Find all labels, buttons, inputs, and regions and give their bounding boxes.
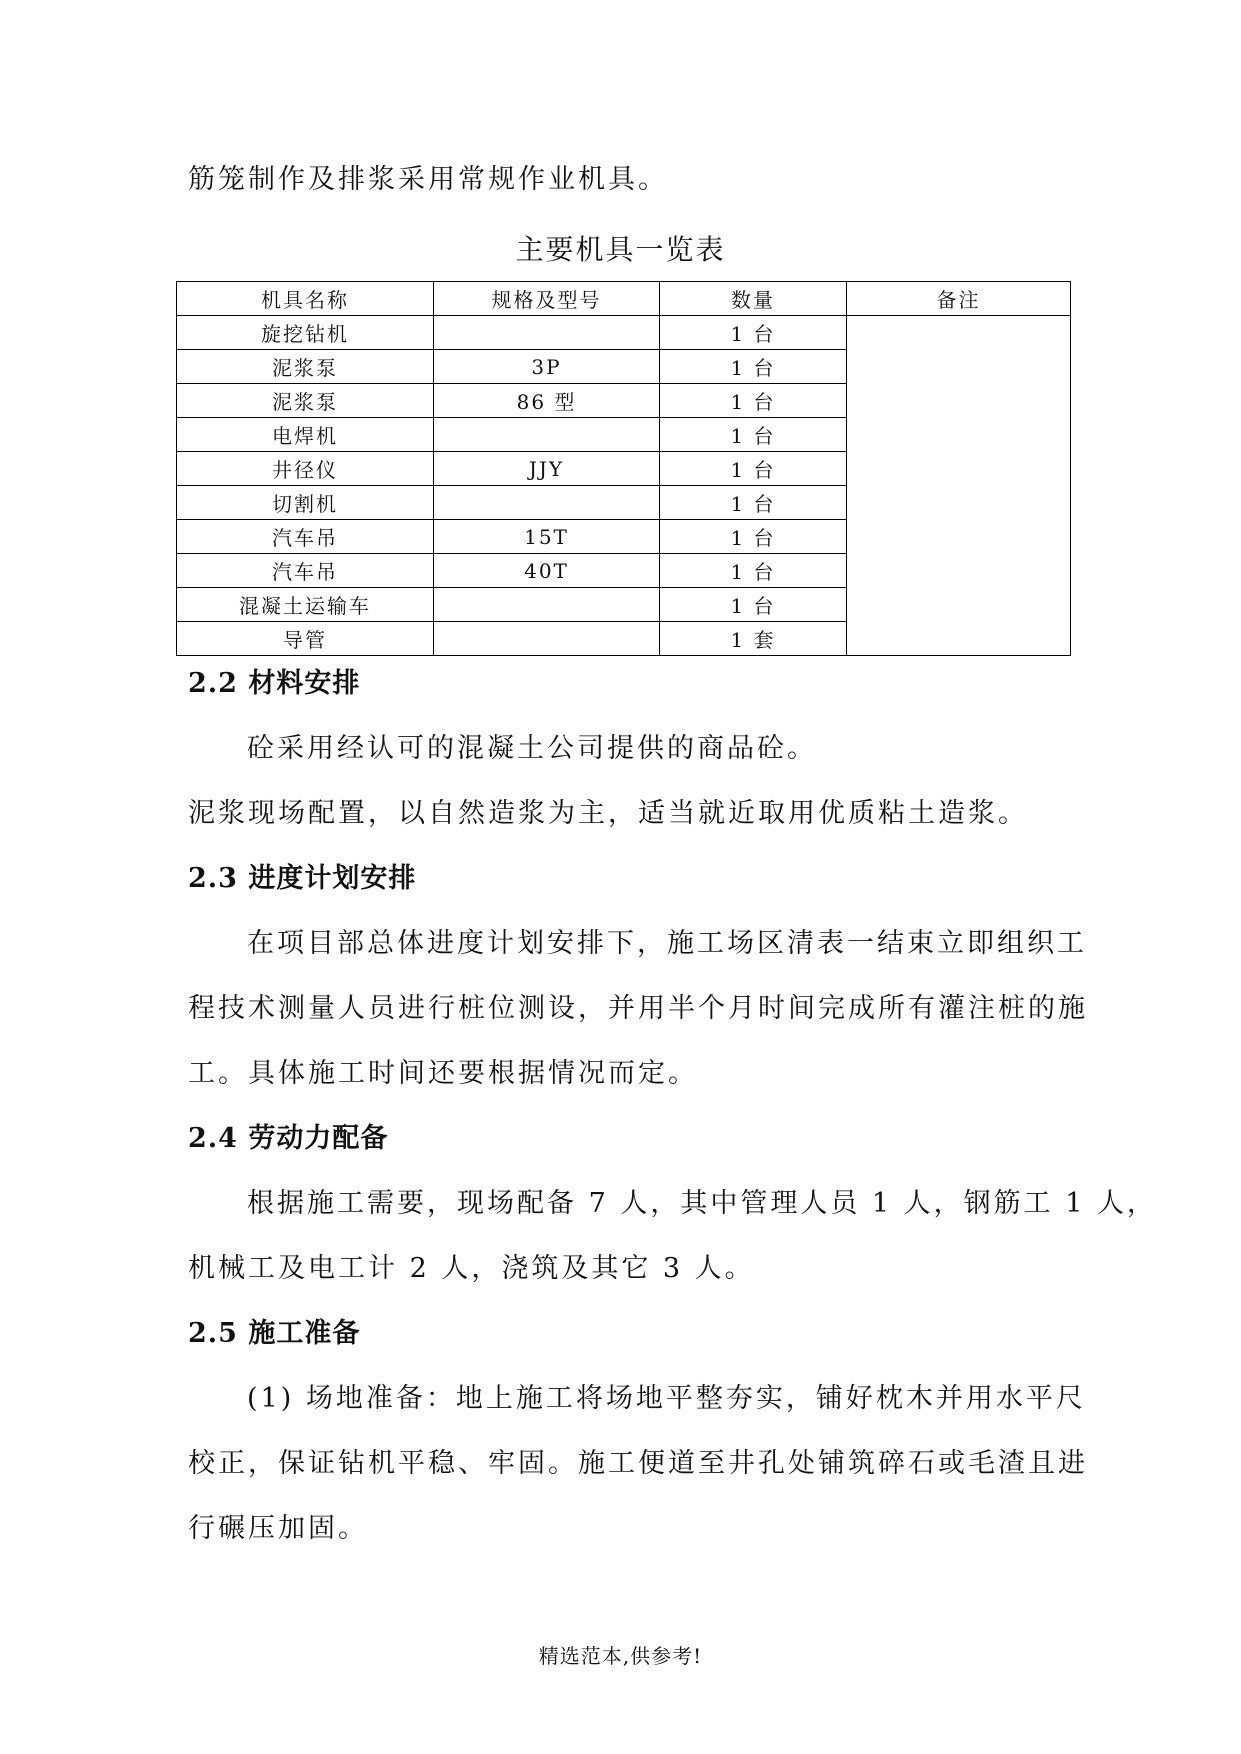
cell-name: 混凝土运输车 bbox=[177, 588, 434, 622]
cell-spec: 40T bbox=[434, 554, 660, 588]
table-header-row bbox=[177, 282, 1071, 316]
header-name: 机具名称 bbox=[177, 282, 434, 316]
paragraph-line: 校正，保证钻机平稳、牢固。施工便道至井孔处铺筑碎石或毛渣且进 bbox=[188, 1448, 1088, 1479]
cell-spec bbox=[434, 486, 660, 520]
table-caption: 主要机具一览表 bbox=[515, 233, 726, 266]
paragraph-line: 工。具体施工时间还要根据情况而定。 bbox=[188, 1058, 698, 1089]
cell-qty: 1 台 bbox=[660, 452, 847, 486]
intro-line: 筋笼制作及排浆采用常规作业机具。 bbox=[188, 164, 668, 195]
cell-qty: 1 台 bbox=[660, 554, 847, 588]
cell-name: 导管 bbox=[177, 622, 434, 656]
paragraph-line: 砼采用经认可的混凝土公司提供的商品砼。 bbox=[247, 733, 817, 764]
cell-qty: 1 台 bbox=[660, 384, 847, 418]
table-row bbox=[177, 316, 1071, 350]
cell-name: 泥浆泵 bbox=[177, 350, 434, 384]
cell-spec bbox=[434, 418, 660, 452]
header-spec: 规格及型号 bbox=[434, 282, 660, 316]
section-heading-2-3: 2.3 进度计划安排 bbox=[188, 863, 417, 894]
paragraph-line: (1) 场地准备：地上施工将场地平整夯实，铺好枕木并用水平尺 bbox=[247, 1383, 1086, 1414]
cell-spec: 15T bbox=[434, 520, 660, 554]
cell-name: 电焊机 bbox=[177, 418, 434, 452]
paragraph-line: 在项目部总体进度计划安排下，施工场区清表一结束立即组织工 bbox=[247, 928, 1087, 959]
cell-spec bbox=[434, 588, 660, 622]
cell-name: 井径仪 bbox=[177, 452, 434, 486]
cell-remark bbox=[847, 316, 1071, 656]
cell-qty: 1 台 bbox=[660, 316, 847, 350]
section-heading-2-5: 2.5 施工准备 bbox=[188, 1318, 361, 1349]
cell-name: 切割机 bbox=[177, 486, 434, 520]
cell-qty: 1 台 bbox=[660, 520, 847, 554]
cell-qty: 1 台 bbox=[660, 418, 847, 452]
cell-qty: 1 台 bbox=[660, 350, 847, 384]
cell-qty: 1 台 bbox=[660, 588, 847, 622]
cell-spec: JJY bbox=[434, 452, 660, 486]
cell-qty: 1 套 bbox=[660, 622, 847, 656]
cell-name: 旋挖钻机 bbox=[177, 316, 434, 350]
paragraph-line: 泥浆现场配置，以自然造浆为主，适当就近取用优质粘土造浆。 bbox=[188, 798, 1028, 829]
equipment-table bbox=[176, 281, 1071, 656]
header-remark: 备注 bbox=[847, 282, 1071, 316]
page-footer: 精选范本,供参考! bbox=[538, 1644, 703, 1668]
cell-name: 汽车吊 bbox=[177, 520, 434, 554]
cell-spec: 3P bbox=[434, 350, 660, 384]
cell-spec bbox=[434, 316, 660, 350]
cell-name: 汽车吊 bbox=[177, 554, 434, 588]
paragraph-line: 机械工及电工计 2 人，浇筑及其它 3 人。 bbox=[188, 1253, 755, 1284]
cell-name: 泥浆泵 bbox=[177, 384, 434, 418]
paragraph-line: 行碾压加固。 bbox=[188, 1513, 368, 1544]
cell-spec: 86 型 bbox=[434, 384, 660, 418]
cell-spec bbox=[434, 622, 660, 656]
section-heading-2-4: 2.4 劳动力配备 bbox=[188, 1123, 389, 1154]
paragraph-line: 程技术测量人员进行桩位测设，并用半个月时间完成所有灌注桩的施 bbox=[188, 993, 1088, 1024]
cell-qty: 1 台 bbox=[660, 486, 847, 520]
section-heading-2-2: 2.2 材料安排 bbox=[188, 668, 361, 699]
header-qty: 数量 bbox=[660, 282, 847, 316]
paragraph-line: 根据施工需要，现场配备 7 人，其中管理人员 1 人，钢筋工 1 人， bbox=[247, 1188, 1158, 1219]
